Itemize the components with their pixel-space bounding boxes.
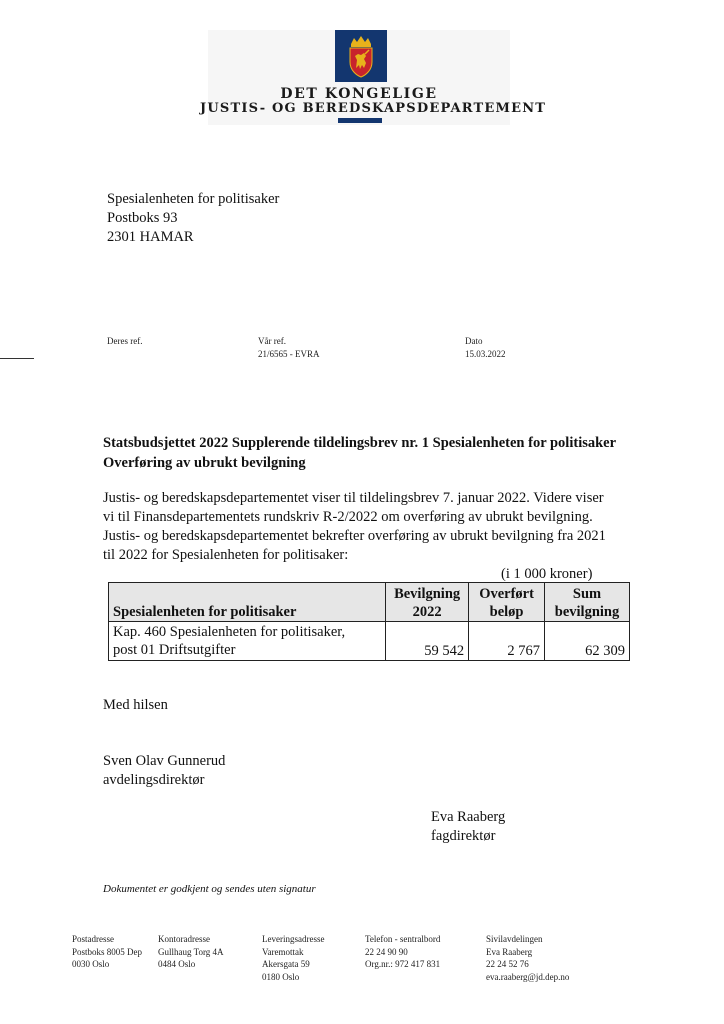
date-label: Dato bbox=[465, 336, 483, 346]
footer-leveringsadresse bbox=[262, 933, 324, 983]
footer-title: Postadresse bbox=[72, 934, 114, 944]
header-text: Bevilgning bbox=[394, 586, 461, 602]
signer1-name: Sven Olav Gunnerud bbox=[103, 753, 226, 769]
header-text: 2022 bbox=[412, 604, 442, 620]
recipient-name: Spesialenheten for politisaker bbox=[107, 191, 280, 207]
header-text: Overført bbox=[479, 586, 534, 602]
footer-line: 0180 Oslo bbox=[262, 971, 300, 982]
budget-table bbox=[108, 582, 630, 661]
footer-line: 22 24 52 76 bbox=[486, 959, 529, 969]
body-line: Justis- og beredskapsdepartementet bekrefter overføring av ubrukt bevilgning fra 2021 bbox=[103, 528, 606, 544]
table-row bbox=[109, 622, 630, 661]
footer-title: Telefon - sentralbord bbox=[365, 934, 441, 944]
table-header-name: Spesialenheten for politisaker bbox=[109, 583, 386, 622]
table-cell-description bbox=[109, 622, 386, 661]
header-text: bevilgning bbox=[554, 604, 620, 620]
body-line: vi til Finansdepartementets rundskriv R-2/2022 om overføring av ubrukt bevilgning. bbox=[103, 509, 593, 525]
footer-line: Eva Raaberg bbox=[486, 946, 533, 957]
table-header-sum bbox=[545, 583, 630, 622]
department-name-line1: DET KONGELIGE bbox=[280, 86, 438, 102]
table-cell-sum: 62 309 bbox=[545, 622, 630, 661]
table-header-bevilgning bbox=[386, 583, 469, 622]
footer-line: Akersgata 59 bbox=[262, 959, 310, 969]
footer-email-link[interactable]: eva.raaberg@jd.dep.no bbox=[486, 971, 570, 982]
table-unit-note: (i 1 000 kroner) bbox=[501, 566, 593, 582]
logo-underline bbox=[338, 118, 382, 123]
footer-line: Postboks 8005 Dep bbox=[72, 946, 143, 957]
footer-title: Leveringsadresse bbox=[262, 934, 325, 944]
letter-subject: Statsbudsjettet 2022 Supplerende tildelingsbrev nr. 1 Spesialenheten for politisaker Overføring av ubrukt bevilgning bbox=[103, 435, 616, 471]
footer-kontoradresse bbox=[158, 933, 224, 971]
var-ref-label: Vår ref. bbox=[258, 336, 286, 346]
var-ref-value: 21/6565 - EVRA bbox=[258, 349, 320, 359]
footer-line: Org.nr.: 972 417 831 bbox=[365, 959, 441, 969]
table-cell-bevilgning: 59 542 bbox=[386, 622, 469, 661]
footer-line: Gullhaug Torg 4A bbox=[158, 946, 224, 957]
approval-note: Dokumentet er godkjent og sendes uten signatur bbox=[103, 883, 316, 895]
coat-of-arms-icon bbox=[335, 30, 387, 82]
fold-mark bbox=[0, 358, 34, 359]
table-header-overfort bbox=[469, 583, 545, 622]
table-cell-overfort: 2 767 bbox=[469, 622, 545, 661]
footer-postadresse bbox=[72, 933, 142, 971]
header-text: beløp bbox=[489, 604, 524, 620]
footer-line: 22 24 90 90 bbox=[365, 946, 408, 957]
footer-line: 0484 Oslo bbox=[158, 959, 196, 969]
footer-telefon bbox=[365, 933, 440, 971]
signer2-name: Eva Raaberg bbox=[431, 809, 506, 825]
cell-text: Kap. 460 Spesialenheten for politisaker, bbox=[113, 624, 346, 640]
greeting: Med hilsen bbox=[103, 697, 168, 713]
date-value: 15.03.2022 bbox=[465, 349, 506, 359]
footer-title: Sivilavdelingen bbox=[486, 934, 543, 944]
signer2-title: fagdirektør bbox=[431, 828, 496, 844]
signer1-title: avdelingsdirektør bbox=[103, 772, 205, 788]
footer-line: 0030 Oslo bbox=[72, 959, 110, 969]
body-line: til 2022 for Spesialenheten for politisaker: bbox=[103, 547, 349, 563]
recipient-postal: 2301 HAMAR bbox=[107, 229, 194, 245]
cell-text: post 01 Driftsutgifter bbox=[113, 642, 236, 658]
footer-title: Kontoradresse bbox=[158, 934, 210, 944]
footer-sivilavdelingen bbox=[486, 933, 569, 983]
body-line: Justis- og beredskapsdepartementet viser til tildelingsbrev 7. januar 2022. Videre viser bbox=[103, 490, 604, 506]
recipient-postbox: Postboks 93 bbox=[107, 210, 178, 226]
department-name-line2: JUSTIS- OG BEREDSKAPSDEPARTEMENT bbox=[200, 101, 547, 116]
table-header-row bbox=[109, 583, 630, 622]
header-text: Sum bbox=[572, 586, 602, 602]
deres-ref-label: Deres ref. bbox=[107, 336, 143, 346]
footer-line: Varemottak bbox=[262, 946, 304, 957]
